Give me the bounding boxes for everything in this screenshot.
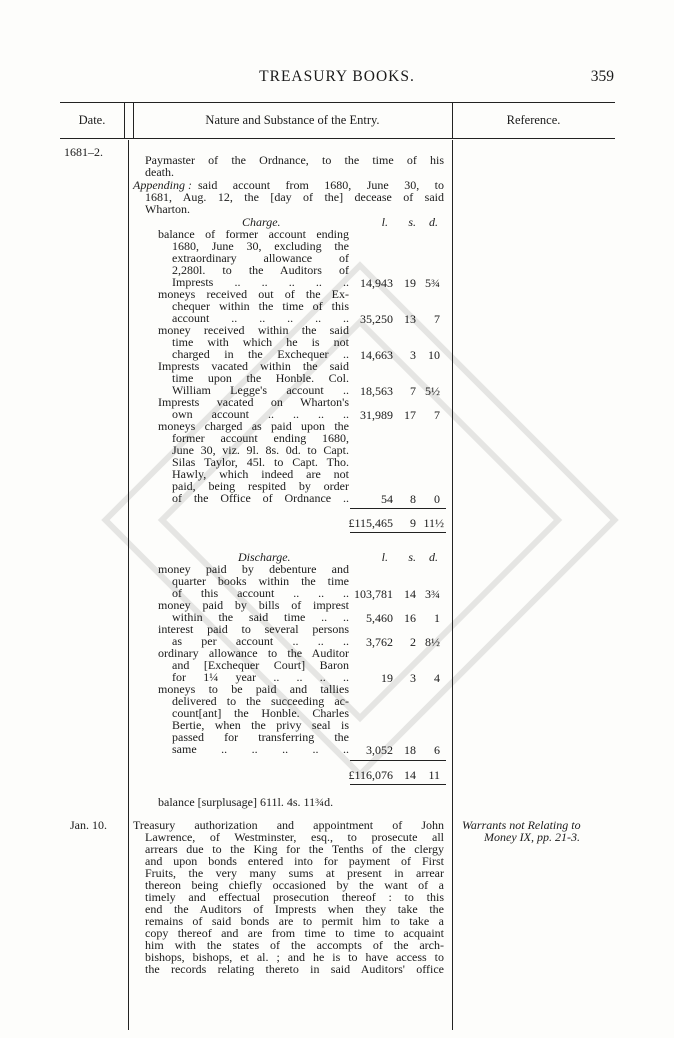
discharge-col-d: d.: [429, 550, 438, 564]
charge-item-1-line: 2,280l. to the Auditors of: [172, 263, 349, 277]
charge-item-6-line: moneys charged as paid upon the: [158, 419, 349, 433]
discharge-total-rule-top: [350, 760, 446, 761]
discharge-item-3-s: 2: [410, 635, 416, 649]
reference-line: Warrants not Relating to: [462, 818, 581, 832]
discharge-item-2-l: 5,460: [366, 611, 393, 625]
discharge-item-2-s: 16: [404, 611, 416, 625]
charge-item-4-l: 18,563: [360, 384, 393, 398]
discharge-total-l: £116,076: [348, 768, 393, 782]
entry-date: Jan. 10.: [70, 818, 107, 832]
appending-text: 1681, Aug. 12, the [day of the] decease of said: [145, 190, 444, 204]
discharge-item-5-d: 6: [434, 743, 440, 757]
charge-item-2-line: chequer within the time of this: [172, 299, 349, 313]
appending-text: said account from 1680, June 30, to: [198, 178, 444, 192]
discharge-item-1-d: 3¾: [425, 587, 440, 601]
charge-item-4-line: Imprests vacated within the said: [158, 359, 349, 373]
charge-item-4-line: William Legge's account ..: [172, 383, 349, 397]
column-header-reference: Reference.: [506, 113, 561, 127]
discharge-col-s: s.: [408, 550, 416, 564]
discharge-total-s: 14: [404, 768, 416, 782]
charge-heading: Charge.: [242, 215, 281, 229]
discharge-item-2-d: 1: [434, 611, 440, 625]
charge-total-l: £115,465: [348, 516, 393, 530]
charge-item-3-d: 10: [428, 348, 440, 362]
discharge-item-3-d: 8½: [425, 635, 440, 649]
column-divider-left: [124, 102, 125, 138]
discharge-item-4-l: 19: [381, 671, 393, 685]
discharge-item-2-line: money paid by bills of imprest: [158, 598, 349, 612]
discharge-item-4-s: 3: [410, 671, 416, 685]
discharge-item-5-line: passed for transferring the: [172, 730, 349, 744]
charge-item-5-s: 17: [404, 408, 416, 422]
entry-date: 1681–2.: [64, 145, 103, 159]
charge-item-1-line: 1680, June 30, excluding the: [172, 239, 349, 253]
charge-total-d: 11½: [423, 516, 444, 530]
discharge-item-1-l: 103,781: [354, 587, 393, 601]
discharge-item-4-line: and [Exchequer Court] Baron: [172, 658, 349, 672]
appending-label: Appending :: [133, 178, 192, 192]
discharge-item-3-line: as per account .. .. ..: [172, 634, 349, 648]
discharge-item-5-line: Bertie, when the privy seal is: [172, 718, 349, 732]
running-title: TREASURY BOOKS.: [259, 68, 415, 85]
page-number: 359: [590, 68, 614, 85]
discharge-item-4-d: 4: [434, 671, 440, 685]
charge-item-1-line: balance of former account ending: [158, 227, 349, 241]
reference-line: Money IX, pp. 21-3.: [484, 830, 580, 844]
entry-text-line: arrears due to the King for the Tenths of the clergy: [145, 842, 444, 856]
entry-text-line: thereon being chiefly occasioned by the want of a: [145, 878, 444, 892]
charge-item-3-line: charged in the Exchequer ..: [172, 347, 349, 361]
charge-item-6-line: former account ending 1680,: [172, 431, 349, 445]
column-divider-left-body: [128, 140, 129, 1030]
discharge-item-5-l: 3,052: [366, 743, 393, 757]
discharge-item-3-line: interest paid to several persons: [158, 622, 349, 636]
charge-item-2-line: account .. .. .. .. ..: [172, 311, 349, 325]
entry-text-line: Paymaster of the Ordnance, to the time of his: [145, 153, 444, 167]
column-divider-right-body: [452, 140, 453, 1030]
charge-item-2-l: 35,250: [360, 312, 393, 326]
discharge-item-1-line: quarter books within the time: [172, 574, 349, 588]
discharge-item-5-s: 18: [404, 743, 416, 757]
charge-item-3-line: time with which he is not: [172, 335, 349, 349]
appending-text: Wharton.: [145, 202, 190, 216]
charge-item-2-s: 13: [404, 312, 416, 326]
charge-item-5-line: own account .. .. .. ..: [172, 407, 349, 421]
entry-text-line: the records relating thereto in said Auditors' office: [145, 962, 444, 976]
charge-item-1-line: extraordinary allowance of: [172, 251, 349, 265]
charge-total-rule-bottom: [350, 532, 446, 533]
charge-item-4-s: 7: [410, 384, 416, 398]
discharge-total-rule-bottom: [350, 784, 446, 785]
entry-text-line: him with the states of the accompts of the arch-: [145, 938, 444, 952]
discharge-item-4-line: for 1¼ year .. .. .. ..: [172, 670, 349, 684]
entry-text-line: bishops, bishops, et al. ; and he is to have access to: [145, 950, 444, 964]
discharge-total-d: 11: [428, 768, 440, 782]
charge-item-6-line: Hawly, which indeed are not: [172, 467, 349, 481]
charge-item-6-s: 8: [410, 492, 416, 506]
entry-text-line: death.: [145, 165, 174, 179]
charge-item-1-d: 5¾: [425, 276, 440, 290]
charge-item-6-line: paid, being respited by order: [172, 479, 349, 493]
charge-item-5-d: 7: [434, 408, 440, 422]
charge-col-d: d.: [429, 215, 438, 229]
table-header-rule: [60, 138, 615, 139]
entry-text-line: and upon bonds entered into for payment of First: [145, 854, 444, 868]
discharge-item-5-line: count[ant] the Honble. Charles: [172, 706, 349, 720]
charge-item-5-line: Imprests vacated on Wharton's: [158, 395, 349, 409]
charge-col-s: s.: [408, 215, 416, 229]
discharge-item-1-s: 14: [404, 587, 416, 601]
charge-item-4-d: 5½: [425, 384, 440, 398]
charge-item-1-line: Imprests .. .. .. .. ..: [172, 275, 349, 289]
charge-col-l: l.: [381, 215, 388, 229]
entry-text-line: Lawrence, of Westminster, esq., to prosecute all: [145, 830, 444, 844]
discharge-item-5-line: moneys to be paid and tallies: [158, 682, 349, 696]
entry-text-line: remains of said bonds are to permit him to take a: [145, 914, 444, 928]
charge-item-1-l: 14,943: [360, 276, 393, 290]
charge-item-6-line: of the Office of Ordnance ..: [172, 491, 349, 505]
charge-item-6-l: 54: [381, 492, 393, 506]
charge-item-3-s: 3: [410, 348, 416, 362]
discharge-col-l: l.: [381, 550, 388, 564]
charge-item-6-line: June 30, viz. 9l. 8s. 0d. to Capt.: [172, 443, 349, 457]
charge-item-4-line: time upon the Honble. Col.: [172, 371, 349, 385]
column-header-nature: Nature and Substance of the Entry.: [205, 113, 380, 127]
entry-text-line: Treasury authorization and appointment of John: [133, 818, 444, 832]
charge-item-3-line: money received within the said: [158, 323, 349, 337]
charge-item-6-line: Silas Taylor, 45l. to Capt. Tho.: [172, 455, 349, 469]
charge-item-5-l: 31,989: [360, 408, 393, 422]
entry-text-line: Fruits, the very many sums at present in arrear: [145, 866, 444, 880]
discharge-item-1-line: money paid by debenture and: [158, 562, 349, 576]
discharge-item-3-l: 3,762: [366, 635, 393, 649]
charge-item-2-line: moneys received out of the Ex-: [158, 287, 349, 301]
discharge-item-1-line: of this account .. .. ..: [172, 586, 349, 600]
discharge-item-2-line: within the said time .. ..: [172, 610, 349, 624]
discharge-item-4-line: ordinary allowance to the Auditor: [158, 646, 349, 660]
discharge-item-5-line: same .. .. .. .. ..: [172, 742, 349, 756]
discharge-heading: Discharge.: [238, 550, 291, 564]
charge-total-rule-top: [350, 508, 446, 509]
entry-text-line: copy thereof and are from time to time to acquaint: [145, 926, 444, 940]
entry-text-line: timely and effectual prosecution thereof : to this: [145, 890, 444, 904]
balance-line: balance [surplusage] 611l. 4s. 11¾d.: [158, 795, 334, 809]
discharge-item-5-line: delivered to the succeeding ac-: [172, 694, 349, 708]
charge-item-1-s: 19: [404, 276, 416, 290]
charge-item-2-d: 7: [434, 312, 440, 326]
charge-total-s: 9: [410, 516, 416, 530]
charge-item-6-d: 0: [434, 492, 440, 506]
charge-item-3-l: 14,663: [360, 348, 393, 362]
column-header-date: Date.: [78, 113, 106, 127]
table-top-rule: [60, 102, 615, 103]
entry-text-line: end the Auditors of Imprests when they take the: [145, 902, 444, 916]
